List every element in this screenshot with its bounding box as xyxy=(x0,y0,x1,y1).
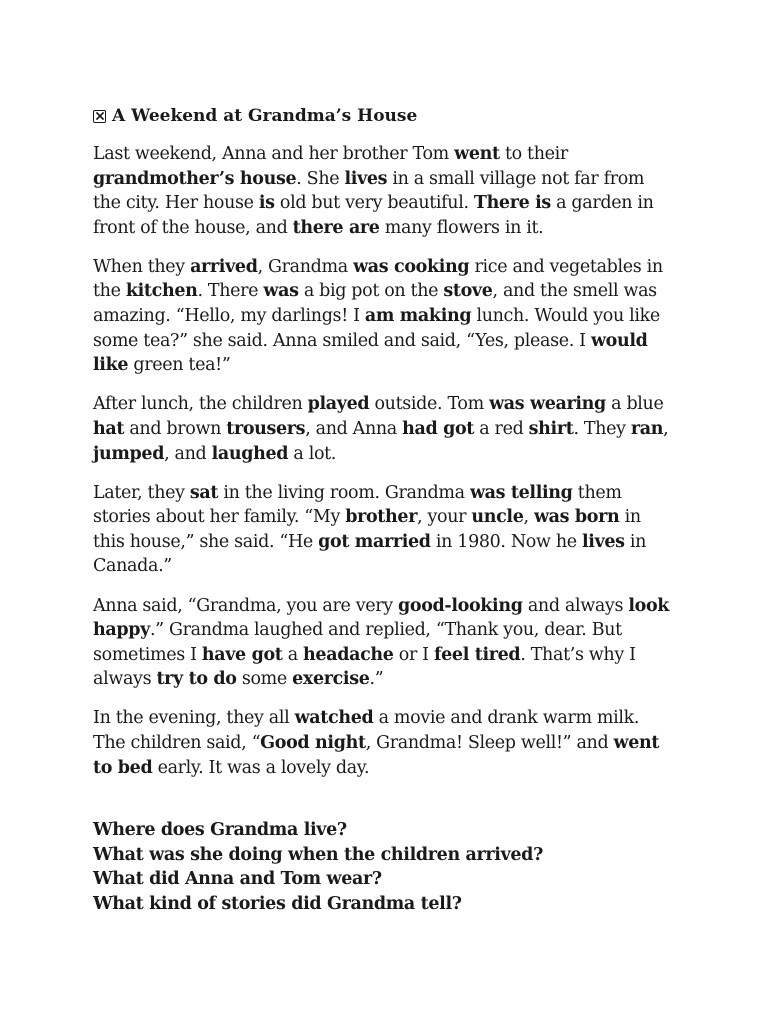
paragraph-3 xyxy=(93,392,676,466)
bold-phrase: was telling xyxy=(469,482,573,503)
text-run: and always xyxy=(522,595,629,616)
text-run: , and Anna xyxy=(305,418,403,439)
text-run: . She xyxy=(296,168,345,189)
text-run: .” xyxy=(369,669,384,690)
bold-phrase: would like xyxy=(93,330,648,376)
paragraph-1 xyxy=(93,142,676,240)
bold-phrase: got married xyxy=(318,531,431,552)
question-4: What kind of stories did Grandma tell? xyxy=(93,893,462,914)
bold-phrase: was born xyxy=(533,507,620,528)
bold-phrase: arrived xyxy=(190,256,258,277)
bold-phrase: Good night xyxy=(260,732,366,753)
bold-phrase: headache xyxy=(303,644,394,665)
text-run: in Canada.” xyxy=(93,531,647,577)
text-run: a garden in front of the house, and xyxy=(93,193,654,238)
bold-phrase: had got xyxy=(402,418,475,439)
text-run: . They xyxy=(573,418,631,439)
text-run: . There xyxy=(197,281,264,302)
text-run: green tea!” xyxy=(128,355,231,376)
text-run: , Grandma xyxy=(257,256,354,277)
bold-phrase: was wearing xyxy=(489,394,606,415)
text-run: or I xyxy=(393,644,434,665)
question-2: What was she doing when the children arrived? xyxy=(93,844,543,865)
question-1: Where does Grandma live? xyxy=(93,820,347,841)
story-title xyxy=(93,104,676,128)
text-run: Later, they xyxy=(93,482,190,503)
text-run: When they xyxy=(93,256,191,277)
text-run: in 1980. Now he xyxy=(430,531,582,552)
comprehension-questions xyxy=(93,818,676,916)
bold-phrase: shirt xyxy=(528,418,574,439)
text-run: in this house,” she said. “He xyxy=(93,507,641,552)
text-run: Anna said, “Grandma, you are very xyxy=(93,595,398,616)
text-run: lunch. Would you like some tea?” she said. Anna smiled and said, “Yes, please. I xyxy=(93,306,660,351)
story-title-text: A Weekend at Grandma’s House xyxy=(112,106,418,126)
text-run: in a small village not far from the city. Her house xyxy=(93,168,645,214)
text-run: a blue xyxy=(605,394,664,415)
bold-phrase: laughed xyxy=(211,443,289,464)
text-run: , and the smell was amazing. “Hello, my darlings! I xyxy=(93,281,657,327)
bold-phrase: went to bed xyxy=(93,732,660,778)
bold-phrase: feel tired xyxy=(433,644,521,665)
text-run: and brown xyxy=(124,418,227,439)
bold-phrase: have got xyxy=(201,644,283,665)
text-run: some xyxy=(236,669,293,690)
bold-phrase: kitchen xyxy=(125,281,198,302)
bold-phrase: hat xyxy=(93,418,125,439)
text-run: After lunch, the children xyxy=(93,394,308,415)
text-run: Last weekend, Anna and her brother Tom xyxy=(93,144,455,164)
bold-phrase: lives xyxy=(344,168,388,189)
bold-phrase: brother xyxy=(345,507,418,528)
bold-phrase: am making xyxy=(364,306,472,327)
text-run: early. It was a lovely day. xyxy=(152,757,370,778)
bold-phrase: sat xyxy=(189,482,219,503)
bold-phrase: lives xyxy=(581,531,625,552)
text-run: outside. Tom xyxy=(369,394,490,415)
question-3: What did Anna and Tom wear? xyxy=(93,869,382,890)
bold-phrase: went xyxy=(454,144,500,164)
bold-phrase: was xyxy=(263,281,299,302)
text-run: , and xyxy=(164,443,212,464)
bold-phrase: look happy xyxy=(93,595,670,641)
text-run: many flowers in it. xyxy=(379,217,544,238)
bold-phrase: trousers xyxy=(226,418,306,439)
text-run: , xyxy=(663,418,669,439)
bold-phrase: good-looking xyxy=(398,595,523,616)
bold-phrase: exercise xyxy=(292,669,370,690)
text-run: .” Grandma laughed and replied, “Thank you, dear. But sometimes I xyxy=(93,620,622,665)
text-run: , your xyxy=(417,507,472,528)
text-run: In the evening, they all xyxy=(93,708,295,729)
text-run: to their xyxy=(499,144,568,164)
paragraph-4 xyxy=(93,481,676,579)
text-run: a xyxy=(282,644,304,665)
text-run: , Grandma! Sleep well!” and xyxy=(365,732,614,753)
bold-phrase: try to do xyxy=(156,669,237,690)
paragraph-5 xyxy=(93,594,676,692)
text-run: , xyxy=(523,507,534,528)
bold-phrase: was cooking xyxy=(353,256,470,277)
text-run: . That’s why I always xyxy=(93,644,636,690)
text-run: a lot. xyxy=(288,443,337,464)
text-run: a big pot on the xyxy=(298,281,444,302)
paragraph-2 xyxy=(93,255,676,378)
bold-phrase: uncle xyxy=(471,507,524,528)
bold-phrase: is xyxy=(258,193,275,214)
paragraph-6 xyxy=(93,706,676,780)
bold-phrase: jumped xyxy=(93,443,165,464)
bold-phrase: watched xyxy=(294,708,374,729)
text-run: a red xyxy=(474,418,529,439)
text-run: rice and vegetables in the xyxy=(93,256,663,302)
story-body xyxy=(93,142,676,780)
bold-phrase: played xyxy=(307,394,370,415)
text-run: old but very beautiful. xyxy=(274,193,474,214)
bold-phrase: stove xyxy=(443,281,493,302)
text-run: in the living room. Grandma xyxy=(218,482,470,503)
bold-phrase: ran xyxy=(630,418,664,439)
text-run: them stories about her family. “My xyxy=(93,482,622,528)
checkbox-cross-icon xyxy=(93,110,106,123)
bold-phrase: There is xyxy=(473,193,551,214)
bold-phrase: grandmother’s house xyxy=(93,168,297,189)
text-run: a movie and drank warm milk. The children said, “ xyxy=(93,708,640,753)
bold-phrase: there are xyxy=(292,217,380,238)
